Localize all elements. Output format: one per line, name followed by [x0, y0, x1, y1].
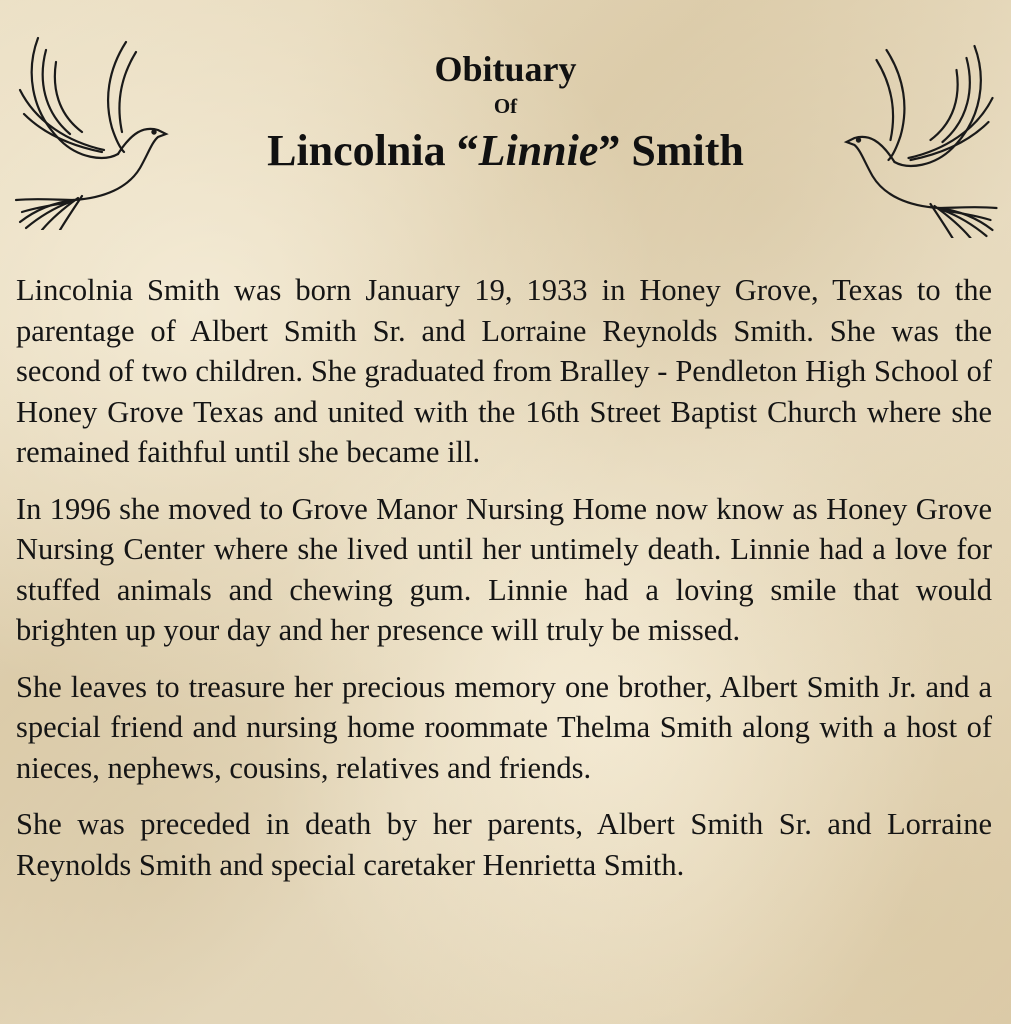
obituary-body [16, 270, 992, 901]
dove-icon [838, 38, 1006, 238]
obituary-title: Obituary [434, 49, 577, 89]
name-last: Smith [631, 126, 744, 175]
name-close-quote: ” [598, 126, 621, 175]
paragraph-preceded: She was preceded in death by her parents, Albert Smith Sr. and Lorraine Reynolds Smith and special caretaker Henrietta Smith. [16, 807, 992, 882]
obituary-header [0, 0, 1011, 240]
name-first: Lincolnia [267, 126, 446, 175]
obituary-of: Of [493, 94, 518, 118]
paragraph-nursing-home: In 1996 she moved to Grove Manor Nursing Home now know as Honey Grove Nursing Center where she lived until her untimely death. Linnie had a love for stuffed animals and chewing gum. Linnie had a loving smile that would brighten up your day and her presence will truly be missed. [16, 491, 992, 647]
paragraph-birth: Lincolnia Smith was born January 19, 1933 in Honey Grove, Texas to the parentage of Albert Smith Sr. and Lorraine Reynolds Smith. She was the second of two children. She graduated from Bralley - Pendleton High School of Honey Grove Texas and united with the 16th Street Baptist Church where she remained faithful until she became ill. [16, 273, 992, 469]
name-open-quote: “ [456, 126, 479, 175]
name-nickname: Linnie [478, 126, 599, 175]
paragraph-survivors: She leaves to treasure her precious memory one brother, Albert Smith Jr. and a special friend and nursing home roommate Thelma Smith along with a host of nieces, nephews, cousins, relatives and friends. [16, 669, 992, 785]
